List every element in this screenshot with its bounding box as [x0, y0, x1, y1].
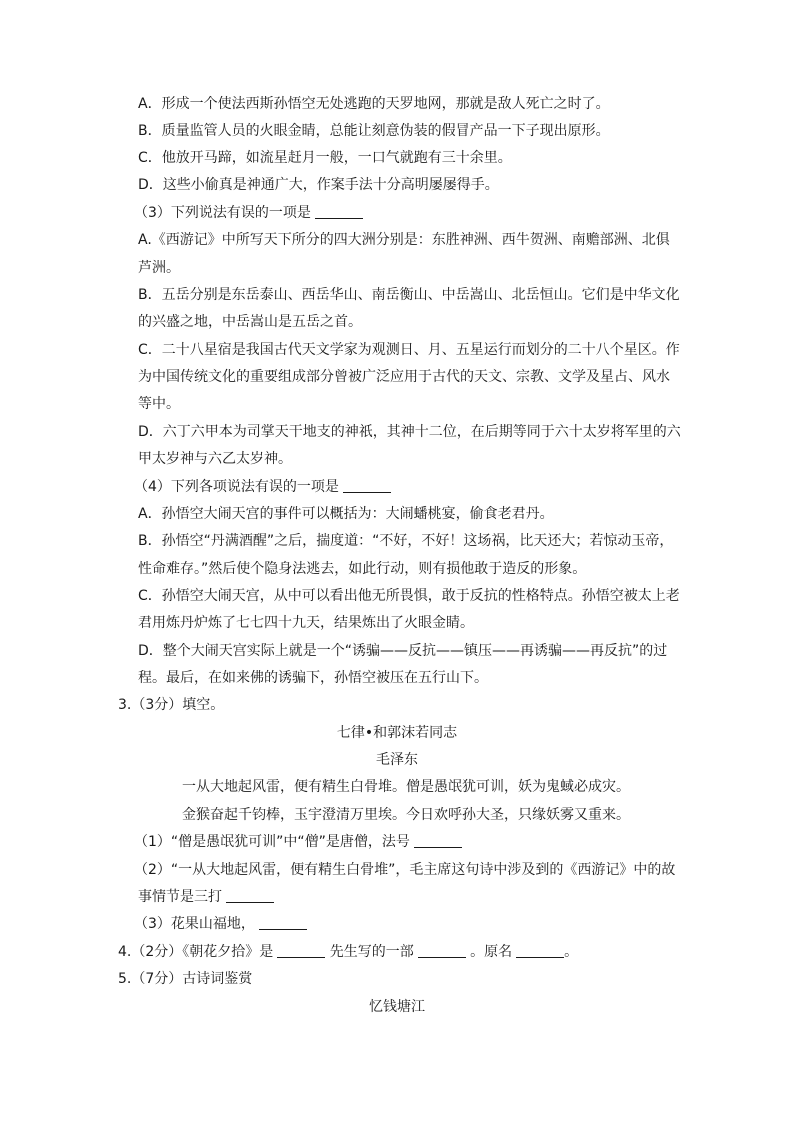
- option-d: D．这些小偷真是神通广大，作案手法十分高明屡屡得手。: [138, 177, 499, 193]
- q4-option-b-line2: 性命难存。”然后使个隐身法逃去，如此行动，则有损他敢于造反的形象。: [138, 561, 587, 577]
- option-a: A．形成一个使法西斯孙悟空无处逃跑的天罗地网，那就是敌人死亡之时了。: [138, 96, 610, 112]
- poem-title: 七律•和郭沫若同志: [336, 725, 458, 741]
- question-4-stem: （4）下列各项说法有误的一项是: [134, 477, 391, 497]
- q4-option-d-line2: 程。最后，在如来佛的诱骗下，孙悟空被压在五行山下。: [138, 670, 488, 686]
- question-3-main-stem: 3.（3分）填空。: [118, 697, 225, 713]
- sub-question-1: （1）“僧是愚氓犹可训”中“僧”是唐僧，法号: [134, 832, 462, 852]
- sub-question-3: （3）花果山福地，: [134, 914, 307, 934]
- q4-option-b-line1: B．孙悟空“丹满酒醒”之后，揣度道：“不好，不好！这场祸，比天还大；若惊动玉帝，: [138, 533, 674, 549]
- sub-question-2-line2: 事情节是三打: [138, 887, 274, 907]
- q3-option-d-line2: 甲太岁神与六乙太岁神。: [138, 451, 292, 467]
- sub-question-2-line1: （2）“一从大地起风雷，便有精生白骨堆”，毛主席这句诗中涉及到的《西游记》中的故: [134, 862, 676, 878]
- question-4-main: 4.（2分）《朝花夕拾》是 先生写的一部 。原名 。: [118, 944, 579, 960]
- q3-option-c-line3: 等中。: [138, 396, 180, 412]
- q3-option-a-line2: 芦洲。: [138, 260, 180, 276]
- option-c: C．他放开马蹄，如流星赶月一般，一口气就跑有三十余里。: [138, 150, 512, 166]
- q4-option-c-line2: 君用炼丹炉炼了七七四十九天，结果炼出了火眼金睛。: [138, 615, 474, 631]
- q4-option-d-line1: D．整个大闹天宫实际上就是一个“诱骗——反抗——镇压——再诱骗——再反抗”的过: [138, 643, 668, 659]
- answer-blank[interactable]: [226, 888, 274, 903]
- answer-blank-original-name[interactable]: [516, 943, 564, 958]
- poem-author: 毛泽东: [376, 752, 418, 768]
- answer-blank-genre[interactable]: [418, 943, 466, 958]
- q3-option-c-line2: 为中国传统文化的重要组成部分曾被广泛应用于古代的天文、宗教、文学及星占、风水: [138, 369, 670, 385]
- answer-blank[interactable]: [315, 204, 363, 219]
- poem2-title: 忆钱塘江: [369, 999, 425, 1015]
- answer-blank[interactable]: [259, 915, 307, 930]
- answer-blank[interactable]: [343, 478, 391, 493]
- question-5-main-stem: 5.（7分）古诗词鉴赏: [118, 971, 253, 987]
- q3-option-a-line1: A.《西游记》中所写天下所分的四大洲分别是：东胜神洲、西牛贺洲、南赡部洲、北俱: [138, 232, 670, 248]
- poem-line-2: 金猴奋起千钧棒，玉宇澄清万里埃。今日欢呼孙大圣，只缘妖雾又重来。: [182, 807, 630, 823]
- question-3-stem: （3）下列说法有误的一项是: [134, 203, 363, 223]
- answer-blank-author[interactable]: [277, 943, 325, 958]
- q3-option-c-line1: C．二十八星宿是我国古代天文学家为观测日、月、五星运行而划分的二十八个星区。作: [138, 342, 680, 358]
- poem-line-1: 一从大地起风雷，便有精生白骨堆。僧是愚氓犹可训，妖为鬼蜮必成灾。: [182, 779, 630, 795]
- q3-option-b-line1: B．五岳分别是东岳泰山、西岳华山、南岳衡山、中岳嵩山、北岳恒山。它们是中华文化: [138, 287, 680, 303]
- q3-option-d-line1: D．六丁六甲本为司掌天干地支的神祇，其神十二位，在后期等同于六十太岁将军里的六: [138, 424, 681, 440]
- option-b: B．质量监管人员的火眼金睛，总能让刻意伪装的假冒产品一下子现出原形。: [138, 123, 610, 139]
- q3-option-b-line2: 的兴盛之地，中岳嵩山是五岳之首。: [138, 314, 362, 330]
- q4-option-a: A．孙悟空大闹天宫的事件可以概括为：大闹蟠桃宴，偷食老君丹。: [138, 506, 554, 522]
- q4-option-c-line1: C．孙悟空大闹天宫，从中可以看出他无所畏惧，敢于反抗的性格特点。孙悟空被太上老: [138, 588, 680, 604]
- answer-blank[interactable]: [414, 833, 462, 848]
